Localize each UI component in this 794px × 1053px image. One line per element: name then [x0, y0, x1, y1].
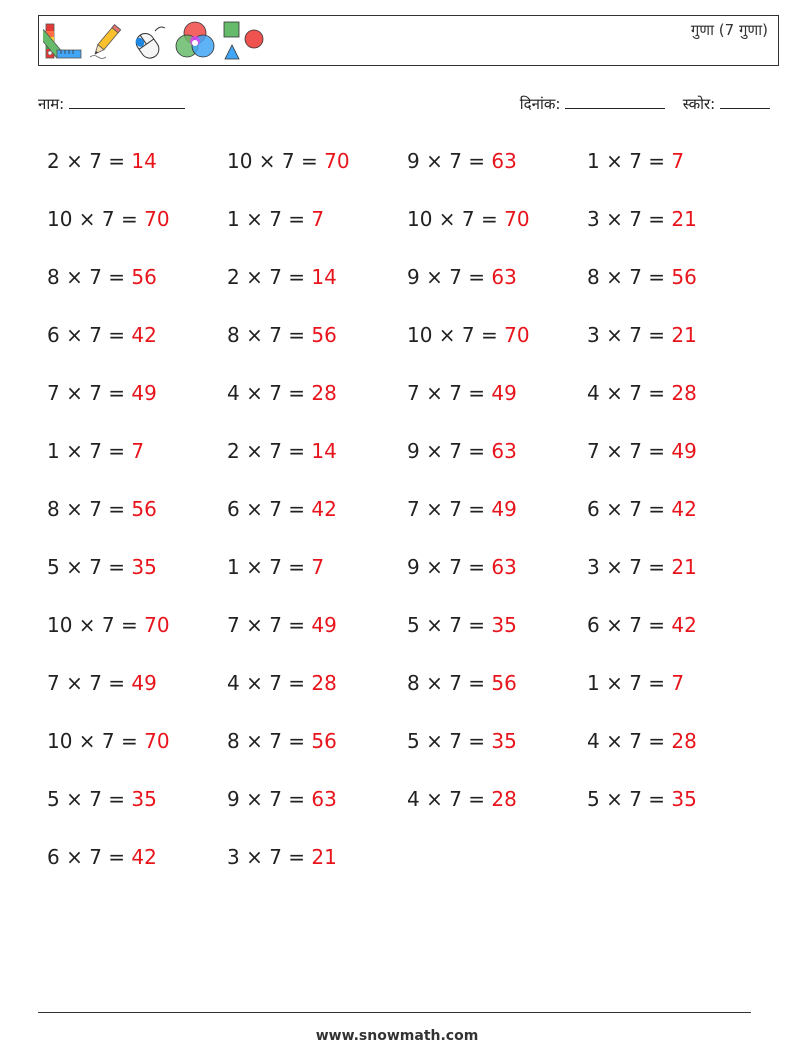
sheet-title: गुणा (7 गुणा) — [690, 21, 768, 39]
footer-divider — [38, 1012, 751, 1013]
computer-mouse-icon — [129, 21, 169, 61]
problem-answer: 7 — [131, 439, 145, 463]
problem-question: 4 × 7 = — [407, 787, 492, 811]
problem-answer: 63 — [491, 555, 517, 579]
problem-question: 8 × 7 = — [47, 497, 132, 521]
color-swatch-ruler-icon — [43, 21, 83, 61]
problem-answer: 49 — [311, 613, 337, 637]
problem-item — [587, 491, 757, 549]
problem-item — [407, 433, 587, 491]
problem-answer: 28 — [671, 381, 697, 405]
problem-item — [47, 433, 227, 491]
problem-answer: 70 — [144, 207, 170, 231]
problem-answer: 42 — [671, 497, 697, 521]
problem-item — [407, 259, 587, 317]
problem-question: 5 × 7 = — [587, 787, 672, 811]
problem-question: 4 × 7 = — [587, 381, 672, 405]
name-label: नाम: — [38, 95, 65, 113]
problem-question: 5 × 7 = — [407, 729, 492, 753]
problem-answer: 56 — [671, 265, 697, 289]
problem-question: 3 × 7 = — [587, 323, 672, 347]
shapes-icon — [221, 19, 265, 63]
problem-answer: 7 — [671, 149, 685, 173]
problem-answer: 42 — [131, 845, 157, 869]
problem-question: 2 × 7 = — [47, 149, 132, 173]
problem-question: 1 × 7 = — [227, 555, 312, 579]
problem-answer: 35 — [671, 787, 697, 811]
problem-question: 6 × 7 = — [587, 497, 672, 521]
problem-question: 6 × 7 = — [47, 845, 132, 869]
problem-item — [587, 143, 757, 201]
problem-item — [47, 259, 227, 317]
problem-question: 1 × 7 = — [587, 671, 672, 695]
problem-item — [47, 839, 227, 897]
problem-answer: 42 — [131, 323, 157, 347]
problem-answer: 28 — [311, 671, 337, 695]
problem-item — [407, 375, 587, 433]
problem-answer: 14 — [311, 265, 337, 289]
problem-answer: 63 — [311, 787, 337, 811]
problem-item — [227, 317, 407, 375]
problem-question: 4 × 7 = — [227, 671, 312, 695]
problem-answer: 14 — [131, 149, 157, 173]
problem-question: 10 × 7 = — [47, 207, 145, 231]
problem-item — [587, 723, 757, 781]
problem-item — [227, 607, 407, 665]
problem-question: 8 × 7 = — [227, 323, 312, 347]
header-box — [38, 15, 779, 66]
problem-item — [227, 665, 407, 723]
problem-answer: 28 — [491, 787, 517, 811]
problem-item — [587, 607, 757, 665]
problem-item — [227, 375, 407, 433]
problem-question: 9 × 7 = — [407, 439, 492, 463]
problem-question: 5 × 7 = — [47, 555, 132, 579]
problem-question: 10 × 7 = — [227, 149, 325, 173]
problem-item — [47, 375, 227, 433]
problem-item — [227, 491, 407, 549]
problem-item — [587, 781, 757, 839]
problem-question: 5 × 7 = — [407, 613, 492, 637]
problem-question: 6 × 7 = — [47, 323, 132, 347]
problem-answer: 7 — [311, 207, 325, 231]
problem-item — [587, 433, 757, 491]
problem-answer: 56 — [131, 497, 157, 521]
problem-item — [227, 433, 407, 491]
problem-answer: 56 — [311, 323, 337, 347]
problem-item — [587, 317, 757, 375]
problem-answer: 56 — [311, 729, 337, 753]
problem-question: 2 × 7 = — [227, 265, 312, 289]
problem-question: 7 × 7 = — [587, 439, 672, 463]
color-circles-icon — [172, 19, 218, 63]
problem-question: 3 × 7 = — [587, 207, 672, 231]
problem-item — [47, 549, 227, 607]
problem-answer: 35 — [491, 729, 517, 753]
problem-answer: 7 — [311, 555, 325, 579]
problem-answer: 63 — [491, 149, 517, 173]
problem-item — [227, 549, 407, 607]
problem-answer: 49 — [671, 439, 697, 463]
problem-answer: 70 — [324, 149, 350, 173]
problem-item — [47, 317, 227, 375]
date-score-field — [520, 93, 770, 114]
problem-question: 3 × 7 = — [587, 555, 672, 579]
problem-item — [587, 665, 757, 723]
problem-item — [407, 143, 587, 201]
problem-item — [47, 665, 227, 723]
problem-item — [407, 317, 587, 375]
problem-item — [227, 723, 407, 781]
problem-answer: 35 — [131, 787, 157, 811]
problem-question: 6 × 7 = — [587, 613, 672, 637]
problem-answer: 70 — [504, 207, 530, 231]
problem-item — [47, 781, 227, 839]
score-label: स्कोर: — [682, 95, 716, 113]
problem-question: 7 × 7 = — [407, 381, 492, 405]
problem-answer: 63 — [491, 439, 517, 463]
header-icons — [43, 19, 265, 63]
problem-question: 10 × 7 = — [407, 323, 505, 347]
problem-item — [587, 259, 757, 317]
problem-item — [407, 549, 587, 607]
problem-item — [407, 201, 587, 259]
problem-answer: 21 — [671, 323, 697, 347]
problem-item — [47, 607, 227, 665]
date-blank[interactable] — [565, 93, 665, 109]
problem-answer: 56 — [491, 671, 517, 695]
problem-answer: 28 — [671, 729, 697, 753]
problem-item — [227, 839, 407, 897]
problem-item — [227, 781, 407, 839]
problem-item — [407, 723, 587, 781]
problem-item — [47, 491, 227, 549]
problem-item — [587, 549, 757, 607]
problem-item — [587, 375, 757, 433]
problem-item — [47, 143, 227, 201]
problem-item — [407, 607, 587, 665]
problem-question: 7 × 7 = — [407, 497, 492, 521]
problem-question: 1 × 7 = — [227, 207, 312, 231]
problem-answer: 35 — [131, 555, 157, 579]
problem-question: 6 × 7 = — [227, 497, 312, 521]
problem-answer: 42 — [671, 613, 697, 637]
problem-item — [407, 665, 587, 723]
problem-item — [47, 723, 227, 781]
problem-question: 8 × 7 = — [227, 729, 312, 753]
problem-answer: 21 — [671, 207, 697, 231]
score-blank[interactable] — [720, 93, 770, 109]
problem-grid — [47, 143, 757, 897]
problem-answer: 49 — [131, 671, 157, 695]
problem-answer: 63 — [491, 265, 517, 289]
problem-answer: 70 — [144, 729, 170, 753]
problem-item — [227, 259, 407, 317]
problem-question: 3 × 7 = — [227, 845, 312, 869]
problem-answer: 70 — [144, 613, 170, 637]
problem-question: 8 × 7 = — [47, 265, 132, 289]
problem-question: 1 × 7 = — [587, 149, 672, 173]
problem-question: 9 × 7 = — [407, 149, 492, 173]
problem-item — [227, 201, 407, 259]
problem-question: 2 × 7 = — [227, 439, 312, 463]
problem-answer: 21 — [671, 555, 697, 579]
problem-question: 4 × 7 = — [227, 381, 312, 405]
problem-question: 10 × 7 = — [47, 729, 145, 753]
problem-answer: 28 — [311, 381, 337, 405]
problem-item — [47, 201, 227, 259]
problem-item — [227, 143, 407, 201]
problem-answer: 7 — [671, 671, 685, 695]
pencil-icon — [86, 21, 126, 61]
date-label: दिनांक: — [519, 95, 561, 113]
problem-question: 4 × 7 = — [587, 729, 672, 753]
problem-item — [587, 201, 757, 259]
problem-answer: 70 — [504, 323, 530, 347]
problem-answer: 14 — [311, 439, 337, 463]
footer-site: www.snowmath.com — [315, 1028, 479, 1044]
problem-item — [407, 781, 587, 839]
problem-question: 7 × 7 = — [227, 613, 312, 637]
name-field — [38, 93, 185, 114]
problem-answer: 35 — [491, 613, 517, 637]
problem-question: 10 × 7 = — [47, 613, 145, 637]
problem-answer: 21 — [311, 845, 337, 869]
problem-answer: 49 — [491, 497, 517, 521]
problem-answer: 49 — [491, 381, 517, 405]
problem-question: 9 × 7 = — [227, 787, 312, 811]
name-blank[interactable] — [69, 93, 185, 109]
problem-question: 1 × 7 = — [47, 439, 132, 463]
problem-question: 7 × 7 = — [47, 381, 132, 405]
problem-question: 8 × 7 = — [407, 671, 492, 695]
problem-answer: 56 — [131, 265, 157, 289]
problem-question: 9 × 7 = — [407, 555, 492, 579]
problem-question: 8 × 7 = — [587, 265, 672, 289]
problem-answer: 42 — [311, 497, 337, 521]
problem-question: 7 × 7 = — [47, 671, 132, 695]
problem-question: 10 × 7 = — [407, 207, 505, 231]
problem-question: 9 × 7 = — [407, 265, 492, 289]
problem-item — [407, 491, 587, 549]
problem-question: 5 × 7 = — [47, 787, 132, 811]
problem-answer: 49 — [131, 381, 157, 405]
